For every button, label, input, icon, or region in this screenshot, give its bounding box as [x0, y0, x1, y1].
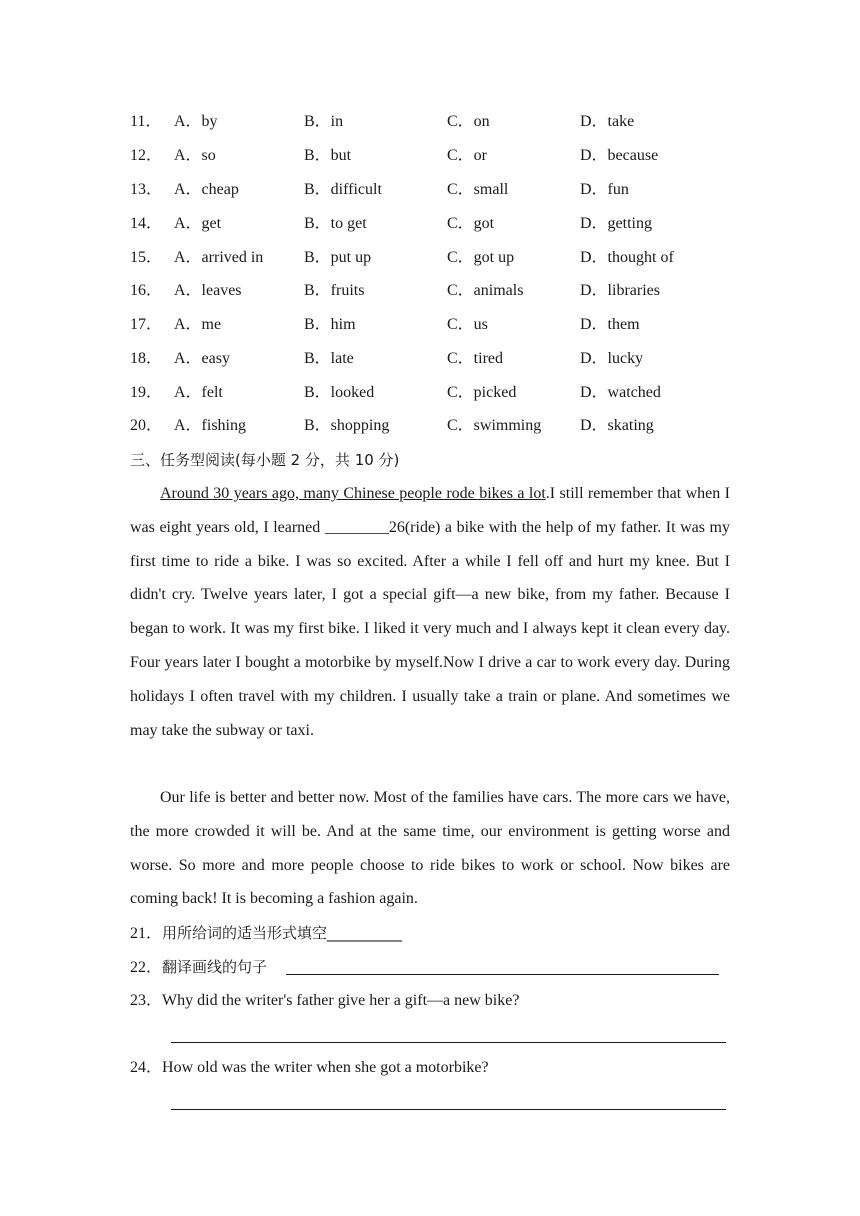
paragraph-text: Our life is better and better now. Most of the families have cars. The more cars we have, the more crowded it will be. And at the same time, our environment is getting worse and worse. So more and more people choose to ride bikes to work or school. Now bikes are coming back! It is becoming a fashion again.	[130, 789, 730, 908]
option-d: D．lucky	[580, 350, 644, 367]
question-21	[130, 922, 402, 944]
question-text: 翻译画线的句子	[162, 958, 268, 976]
option-d: D．because	[580, 147, 659, 164]
option-b: B．shopping	[304, 417, 390, 434]
question-number: 19．	[130, 384, 163, 401]
option-c: C．got	[447, 215, 495, 232]
option-b: B．but	[304, 147, 352, 164]
option-b: B．to get	[304, 215, 367, 232]
option-d: D．take	[580, 113, 635, 130]
option-b: B．fruits	[304, 282, 365, 299]
option-d: D．watched	[580, 384, 661, 401]
question-number: 20．	[130, 417, 163, 434]
option-b: B．in	[304, 113, 344, 130]
question-number: 24．	[130, 1059, 163, 1076]
question-number: 22．	[130, 959, 163, 976]
passage-paragraph-1	[130, 477, 730, 747]
option-b: B．late	[304, 350, 354, 367]
question-number: 14．	[130, 215, 163, 232]
option-a: A．by	[174, 113, 218, 130]
option-c: C．us	[447, 316, 488, 333]
option-d: D．thought of	[580, 249, 674, 266]
question-text: How old was the writer when she got a motorbike?	[162, 1059, 489, 1076]
question-text: 用所给词的适当形式填空__________	[162, 924, 403, 942]
option-c: C．picked	[447, 384, 517, 401]
option-a: A．arrived in	[174, 249, 264, 266]
question-number: 15．	[130, 249, 163, 266]
option-c: C．on	[447, 113, 490, 130]
option-a: A．cheap	[174, 181, 239, 198]
option-a: A．fishing	[174, 417, 247, 434]
question-number: 11．	[130, 113, 162, 130]
question-24	[130, 1057, 489, 1079]
option-a: A．so	[174, 147, 216, 164]
passage-paragraph-2	[130, 781, 730, 916]
option-c: C．animals	[447, 282, 524, 299]
question-number: 23．	[130, 992, 163, 1009]
option-d: D．skating	[580, 417, 654, 434]
question-23	[130, 990, 519, 1012]
option-d: D．libraries	[580, 282, 660, 299]
option-c: C．small	[447, 181, 509, 198]
question-number: 21．	[130, 925, 163, 942]
option-c: C．swimming	[447, 417, 542, 434]
option-a: A．me	[174, 316, 222, 333]
answer-line-24[interactable]	[171, 1109, 726, 1110]
paragraph-text: .I still remember that when I was eight years old, I learned ________26(ride) a bike with the help of my father. It was my first time to ride a bike. I was so excited. After a while I fell off and hurt my knee. But I didn't cry. Twelve years later, I got a special gift—a new bike, from my father. Because I began to work. It was my first bike. I liked it very much and I always kept it clean every day. Four years later I bought a motorbike by myself.Now I drive a car to work every day. During holidays I often travel with my children. I usually take a train or plane. And sometimes we may take the subway or taxi.	[130, 485, 730, 739]
option-c: C．got up	[447, 249, 515, 266]
answer-line-23[interactable]	[171, 1042, 726, 1043]
option-a: A．felt	[174, 384, 223, 401]
answer-line-22[interactable]	[286, 974, 719, 975]
question-number: 18．	[130, 350, 163, 367]
underlined-sentence: Around 30 years ago, many Chinese people rode bikes a lot	[160, 485, 546, 502]
option-b: B．put up	[304, 249, 372, 266]
question-number: 13．	[130, 181, 163, 198]
question-number: 12．	[130, 147, 163, 164]
option-d: D．fun	[580, 181, 629, 198]
option-a: A．get	[174, 215, 222, 232]
option-c: C．or	[447, 147, 488, 164]
option-b: B．him	[304, 316, 356, 333]
option-d: D．them	[580, 316, 640, 333]
section-title: 三、任务型阅读(每小题 2 分，共 10 分)	[130, 451, 400, 469]
option-b: B．difficult	[304, 181, 382, 198]
question-text: Why did the writer's father give her a gift—a new bike?	[162, 992, 520, 1009]
option-a: A．easy	[174, 350, 230, 367]
question-number: 16．	[130, 282, 163, 299]
question-22	[130, 956, 267, 978]
option-b: B．looked	[304, 384, 375, 401]
option-a: A．leaves	[174, 282, 242, 299]
option-d: D．getting	[580, 215, 652, 232]
option-c: C．tired	[447, 350, 503, 367]
question-number: 17．	[130, 316, 163, 333]
